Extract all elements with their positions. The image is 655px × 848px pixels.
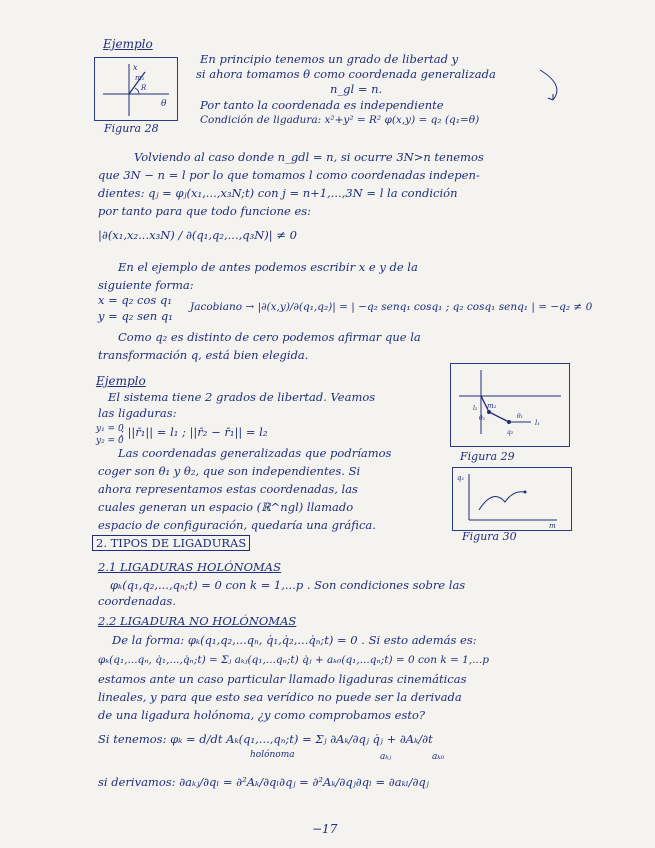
fig29-label-l1: l₂ xyxy=(473,405,478,412)
jacobian-condition: |∂(x₁,x₂...x₃N) / ∂(q₁,q₂,...,q₃N)| ≠ 0 xyxy=(98,228,297,242)
fig30-label-q1: m xyxy=(549,522,556,530)
text-line: φₖ(q₁,q₂,...,qₙ;t) = 0 con k = 1,...p . Son condiciones sobre las xyxy=(110,578,466,592)
label-ak0: aₖ₀ xyxy=(432,752,445,762)
figure-28-caption: Figura 28 xyxy=(104,122,159,135)
text-line: El sistema tiene 2 grados de libertad. Veamos xyxy=(108,390,376,404)
fig28-label-theta: R xyxy=(141,84,147,92)
text-line: De la forma: φₖ(q₁,q₂,...qₙ, q̇₁,q̇₂,...q̇ₙ;t) = 0 . Si esto además es: xyxy=(112,633,477,647)
text-line: espacio de configuración, quedaría una gráfica. xyxy=(98,518,376,532)
constraint-y2: y₂ = 0 xyxy=(96,436,124,446)
text-line: por tanto para que todo funcione es: xyxy=(98,204,312,218)
text-line: estamos ante un caso particular llamado ligaduras cinemáticas xyxy=(98,672,467,686)
fig29-label-m2: l₁ xyxy=(535,419,541,427)
example-heading-1: Ejemplo xyxy=(103,37,153,51)
text-line: transformación q, está bien elegida. xyxy=(98,348,309,362)
figure-29-caption: Figura 29 xyxy=(460,450,515,463)
text-line: Las coordenadas generalizadas que podríamos xyxy=(118,446,392,460)
fig29-label-l2: θ₁ xyxy=(517,413,524,420)
figure-29-box xyxy=(450,363,570,447)
text-line: si ahora tomamos θ como coordenada generalizada xyxy=(196,67,496,81)
equation-si-derivamos: si derivamos: ∂aₖⱼ/∂qₗ = ∂²Aₖ/∂qₗ∂qⱼ = ∂²Aₖ/∂qⱼ∂qₗ = ∂aₖₗ/∂qⱼ xyxy=(98,775,429,789)
example-heading-2: Ejemplo xyxy=(96,374,146,388)
text-line: Condición de ligadura: x²+y² = R² φ(x,y) = q₂ (q₁=θ) xyxy=(200,114,480,126)
text-line: Por tanto la coordenada es independiente xyxy=(200,98,444,112)
text-line: dientes: qⱼ = φⱼ(x₁,...,x₃N;t) con j = n+1,...,3N = l la condición xyxy=(98,186,458,200)
equation-x: x = q₂ cos q₁ xyxy=(98,293,172,307)
text-line: siguiente forma: xyxy=(98,278,194,292)
figure-30-caption: Figura 30 xyxy=(462,530,517,543)
label-holonoma: holónoma xyxy=(250,750,295,760)
fig28-label-x: θ xyxy=(161,99,167,109)
text-line: las ligaduras: xyxy=(98,406,177,420)
fig28-label-y: x xyxy=(133,63,138,72)
subsection-heading-2-2: 2.2 LIGADURA NO HOLÓNOMAS xyxy=(98,614,297,628)
constraint-norms: ; ||r̄₁|| = l₁ ; ||r̄₂ − r̄₁|| = l₂ xyxy=(120,425,268,439)
fig30-label-q2: q₁ xyxy=(457,474,465,482)
fig29-label-theta1: θ₂ xyxy=(479,415,486,422)
text-line: Volviendo al caso donde n_gdl = n, si ocurre 3N>n tenemos xyxy=(134,150,484,164)
text-line: En principio tenemos un grado de libertad y xyxy=(200,52,459,66)
text-line: lineales, y para que esto sea verídico no puede ser la derivada xyxy=(98,690,462,704)
subsection-heading-2-1: 2.1 LIGADURAS HOLÓNOMAS xyxy=(98,560,281,574)
page-number: −17 xyxy=(312,822,338,836)
figure-30-sketch xyxy=(453,468,571,530)
equation-si-tenemos: Si tenemos: φₖ = d/dt Aₖ(q₁,...,qₙ;t) = Σⱼ ∂Aₖ/∂qⱼ q̇ⱼ + ∂Aₖ/∂t xyxy=(98,732,433,746)
fig29-label-m1: m₂ xyxy=(487,402,497,410)
text-line: φₖ(q₁,...qₙ, q̇₁,...,q̇ₙ;t) = Σⱼ aₖⱼ(q₁,...qₙ;t) q̇ⱼ + aₖ₀(q₁,...qₙ;t) = 0 con k = 1,...p xyxy=(98,654,489,666)
text-line: cuales generan un espacio (ℝ^ngl) llamado xyxy=(98,500,354,514)
constraint-y1: y₁ = 0 xyxy=(96,424,124,434)
text-line: de una ligadura holónoma, ¿y como comprobamos esto? xyxy=(98,708,426,722)
text-line: n_gl = n. xyxy=(330,82,383,96)
equation-y: y = q₂ sen q₁ xyxy=(98,309,173,323)
figure-28-sketch xyxy=(95,58,177,120)
section-heading: 2. TIPOS DE LIGADURAS xyxy=(92,535,250,551)
fig29-label-theta2: q₂ xyxy=(507,429,514,436)
label-akj: aₖⱼ xyxy=(380,752,392,762)
text-line: coger son θ₁ y θ₂, que son independientes. Si xyxy=(98,464,361,478)
text-line: coordenadas. xyxy=(98,594,176,608)
text-line: En el ejemplo de antes podemos escribir x e y de la xyxy=(118,260,418,274)
figure-30-box xyxy=(452,467,572,531)
text-line: que 3N − n = l por lo que tomamos l como coordenadas indepen- xyxy=(98,168,480,182)
figure-29-sketch xyxy=(451,364,569,446)
figure-28-box xyxy=(94,57,178,121)
fig28-label-R: m₁ xyxy=(135,74,145,82)
jacobiano-line: Jacobiano → |∂(x,y)/∂(q₁,q₂)| = | −q₂ senq₁ cosq₁ ; q₂ cosq₁ senq₁ | = −q₂ ≠ 0 xyxy=(190,301,593,313)
text-line: Como q₂ es distinto de cero podemos afirmar que la xyxy=(118,330,421,344)
text-line: ahora representamos estas coordenadas, las xyxy=(98,482,358,496)
